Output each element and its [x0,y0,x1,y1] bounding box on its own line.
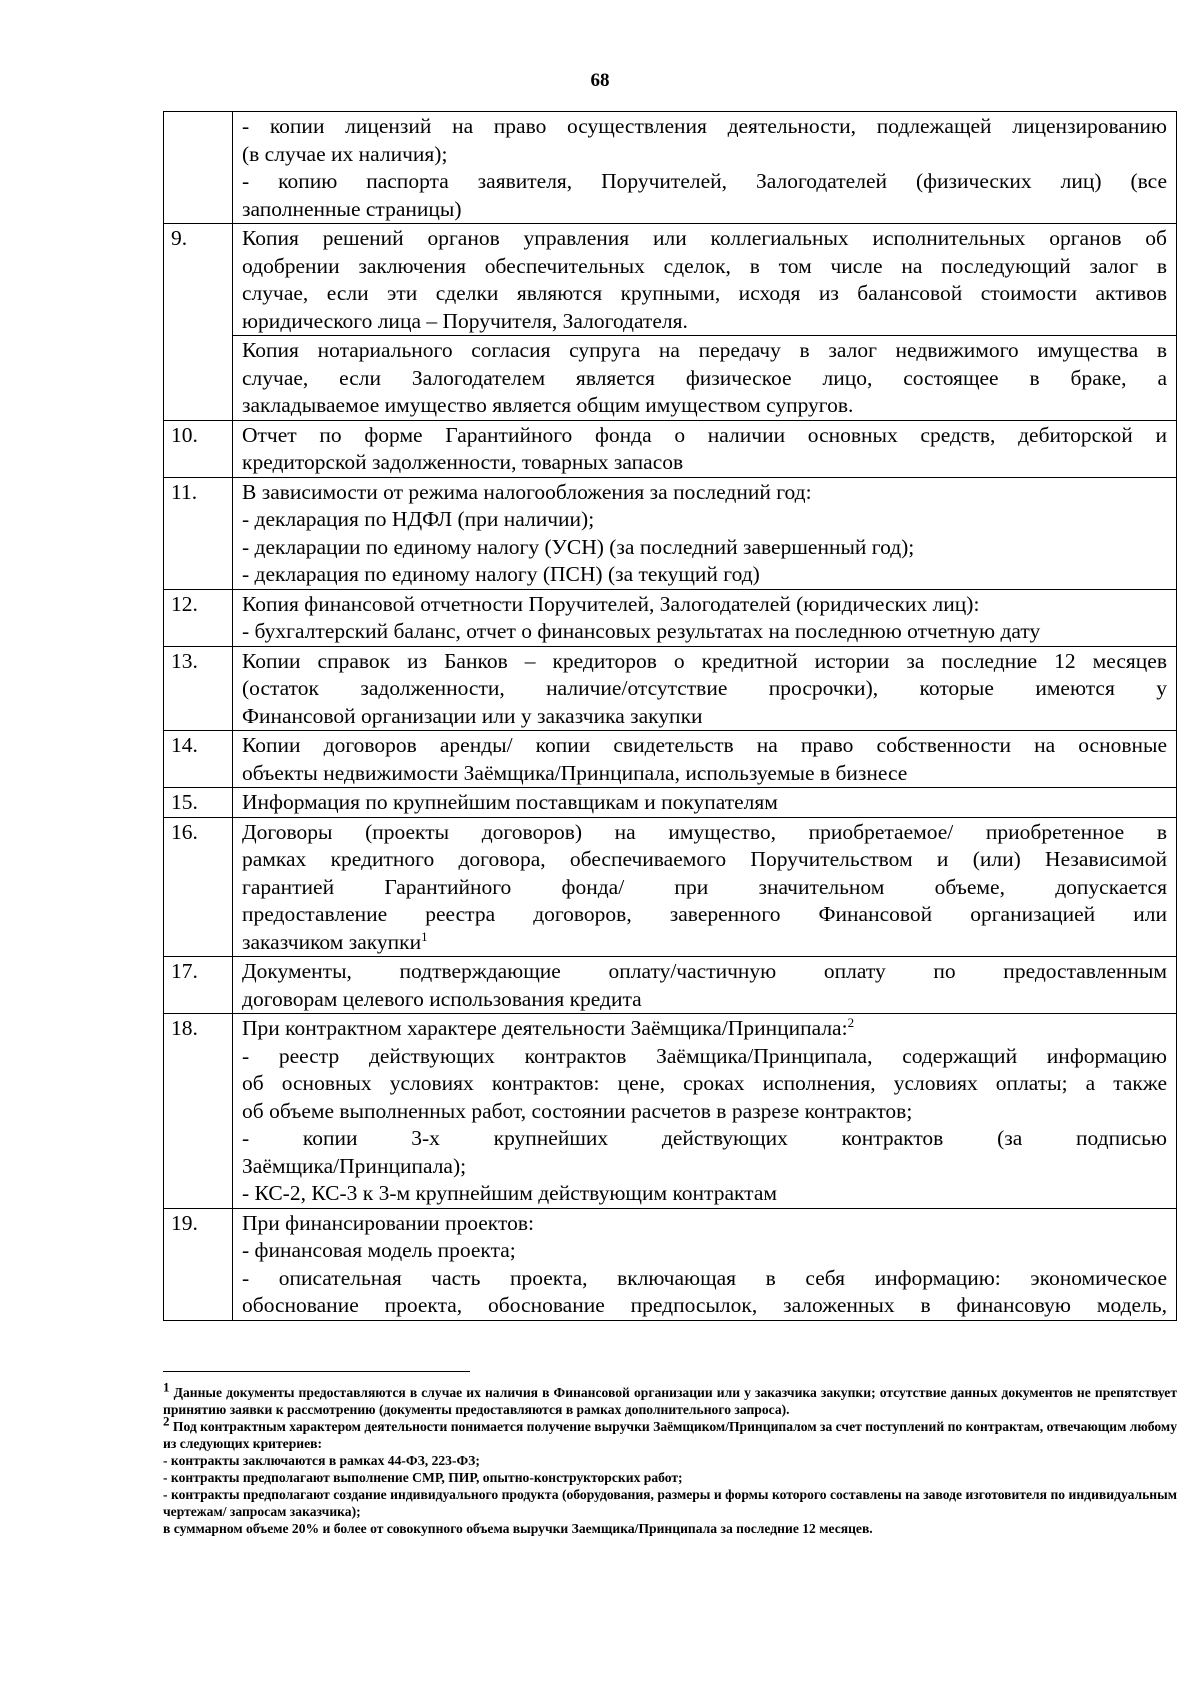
footnote-item: - контракты предполагают создание индивидуального продукта (оборудования, размеры и формы которого составлены на заводе изготовителя по индивидуальным чертежам/ запросам заказчика); [163,1487,1177,1519]
table-row [164,1208,1177,1320]
content-line: - описательная часть проекта, включающая в себя информацию: экономическое [242,1265,1167,1290]
content-line: Договоры (проекты договоров) на имущество, приобретаемое/ приобретенное в [242,819,1167,844]
table-row [164,817,1177,957]
content-line: заполненные страницы) [242,196,462,221]
content-text: При контрактном характере деятельности Заёмщика/Принципала: [242,1016,848,1040]
row-content [233,336,1177,421]
content-line: юридического лица – Поручителя, Залогодателя. [242,308,688,333]
content-line: - копии лицензий на право осуществления деятельности, подлежащей лицензированию [242,114,1167,138]
content-line: закладываемое имущество является общим имуществом супругов. [242,393,854,417]
content-line: гарантией Гарантийного фонда/ при значительном объеме, допускается [242,874,1167,899]
content-line [242,1015,1167,1043]
row-number: 9. [164,224,233,421]
footnote-item: в суммарном объеме 20% и более от совокупного объема выручки Заемщика/Принципала за последние 12 месяцев. [163,1521,873,1536]
content-line: предоставление реестра договоров, заверенного Финансовой организацией или [242,902,1167,926]
row-number: 13. [164,646,233,731]
table-row [164,788,1177,818]
table-row [164,589,1177,646]
content-line: Информация по крупнейшим поставщикам и покупателям [242,790,778,814]
table-row [164,420,1177,477]
footnote-item: - контракты предполагают выполнение СМР, ПИР, опытно-конструкторских работ; [163,1470,683,1485]
content-line: Копии договоров аренды/ копии свидетельств на право собственности на основные [242,733,1167,757]
content-line: - декларации по единому налогу (УСН) (за последний завершенный год); [242,534,915,559]
row-number [164,112,233,224]
content-line: Документы, подтверждающие оплату/частичную оплату по предоставленным [242,959,1167,983]
footnote-text: Данные документы предоставляются в случае их наличия в Финансовой организации или у заказчика закупки; отсутствие данных документов не препятствует принятию заявки к рассмотрению (документы предоставляются в рамках дополнительного запроса). [163,1385,1177,1417]
page-number: 68 [590,70,610,91]
row-content [233,731,1177,788]
footnotes [163,1379,1177,1537]
content-line: (в случае их наличия); [242,141,448,166]
row-number: 15. [164,788,233,818]
row-content [233,1208,1177,1320]
content-line: Копия нотариального согласия супруга на передачу в залог недвижимого имущества в [242,338,1167,362]
row-number: 10. [164,420,233,477]
footnote-2 [163,1413,1177,1452]
content-line: случае, если Залогодателем является физическое лицо, состоящее в браке, а [242,365,1167,390]
content-line: Заёмщика/Принципала); [242,1153,467,1178]
content-line: В зависимости от режима налогообложения за последний год: [242,479,812,504]
content-line: кредиторской задолженности, товарных запасов [242,450,684,474]
row-content [233,957,1177,1014]
content-line: - финансовая модель проекта; [242,1238,516,1262]
content-line: Копия финансовой отчетности Поручителей, Залогодателей (юридических лиц): [242,591,980,616]
content-line: Финансовой организации или у заказчика закупки [242,703,703,728]
footnote-1 [163,1379,1177,1418]
content-line [242,929,1167,957]
row-content [233,646,1177,731]
row-content [233,788,1177,818]
content-line: - декларация по НДФЛ (при наличии); [242,507,595,531]
content-line: Копии справок из Банков – кредиторов о кредитной истории за последние 12 месяцев [242,648,1167,673]
footnote-text: Под контрактным характером деятельности понимается получение выручки Заёмщиком/Принципалом за счет поступлений по контрактам, отвечающим любому из следующих критериев: [163,1419,1177,1451]
footnote-mark: 1 [163,1379,170,1395]
row-content [233,477,1177,589]
footnote-mark: 2 [163,1413,170,1429]
content-text: заказчиком закупки [242,929,422,954]
table-row [164,646,1177,731]
content-line: При финансировании проектов: [242,1210,534,1235]
content-line: (остаток задолженности, наличие/отсутствие просрочки), которые имеются у [242,676,1167,700]
row-number: 18. [164,1014,233,1209]
content-line: - копии 3-х крупнейших действующих контрактов (за подписью [242,1126,1167,1150]
row-number: 12. [164,589,233,646]
content-line: - КС-2, КС-3 к 3-м крупнейшим действующим контрактам [242,1181,777,1205]
content-line: - копию паспорта заявителя, Поручителей, Залогодателей (физических лиц) (все [242,169,1167,193]
table-row [164,731,1177,788]
row-number: 16. [164,817,233,957]
table-row [164,336,1177,421]
content-line: - декларация по единому налогу (ПСН) (за текущий год) [242,562,760,586]
row-content [233,817,1177,957]
row-content [233,224,1177,336]
table-row [164,112,1177,224]
footnote-ref[interactable]: 1 [421,928,428,944]
content-line: об основных условиях контрактов: цене, сроках исполнения, условиях оплаты; а также [242,1071,1167,1095]
content-line: обоснование проекта, обоснование предпосылок, заложенных в финансовую модель, [242,1293,1167,1317]
content-line: рамках кредитного договора, обеспечиваемого Поручительством и (или) Независимой [242,847,1167,871]
row-content [233,112,1177,224]
content-line: Отчет по форме Гарантийного фонда о наличии основных средств, дебиторской и [242,422,1167,447]
row-number: 14. [164,731,233,788]
content-line: Копия решений органов управления или коллегиальных исполнительных органов об [242,226,1167,250]
footnote-ref[interactable]: 2 [847,1014,855,1030]
footnote-divider [163,1371,470,1372]
table-row [164,957,1177,1014]
row-number: 17. [164,957,233,1014]
row-number: 11. [164,477,233,589]
content-line: - реестр действующих контрактов Заёмщика/Принципала, содержащий информацию [242,1043,1167,1068]
content-line: договорам целевого использования кредита [242,986,642,1011]
row-number: 19. [164,1208,233,1320]
table-row [164,1014,1177,1209]
content-line: - бухгалтерский баланс, отчет о финансовых результатах на последнюю отчетную дату [242,619,1041,643]
content-line: объекты недвижимости Заёмщика/Принципала, используемые в бизнесе [242,760,908,785]
documents-table [163,111,1177,1321]
table-row [164,224,1177,336]
row-content [233,589,1177,646]
footnote-item: - контракты заключаются в рамках 44-ФЗ, 223-ФЗ; [163,1453,480,1468]
row-content [233,1014,1177,1209]
content-line: случае, если эти сделки являются крупными, исходя из балансовой стоимости активов [242,281,1167,305]
content-line: одобрении заключения обеспечительных сделок, в том числе на последующий залог в [242,253,1167,278]
table-row [164,477,1177,589]
content-line: об объеме выполненных работ, состоянии расчетов в разрезе контрактов; [242,1098,913,1123]
row-content [233,420,1177,477]
